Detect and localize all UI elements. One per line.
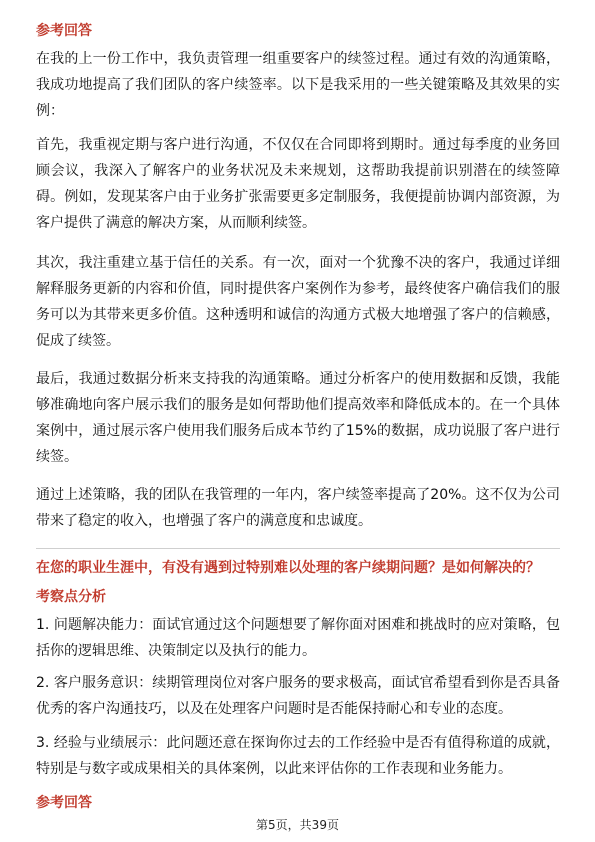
answer-paragraph-intro: 在我的上一份工作中，我负责管理一组重要客户的续签过程。通过有效的沟通策略，我成功地提高了我们团队的客户续签率。以下是我采用的一些关键策略及其效果的实例：	[36, 51, 560, 119]
answer-paragraph-first: 首先，我重视定期与客户进行沟通，不仅仅在合同即将到期时。通过每季度的业务回顾会议，我深入了解客户的业务状况及未来规划，这帮助我提前识别潜在的续签障碍。例如，发现某客户由于业务扩张需要更多定制服务，我便提前协调内部资源，为客户提供了满意的解决方案，从而顺利续签。	[36, 137, 560, 231]
reference-answer-heading-2: 参考回答	[36, 795, 92, 811]
section-divider	[36, 548, 560, 549]
answer-paragraph-second: 其次，我注重建立基于信任的关系。有一次，面对一个犹豫不决的客户，我通过详细解释服务更新的内容和价值，同时提供客户案例作为参考，最终使客户确信我们的服务可以为其带来更多价值。这种透明和诚信的沟通方式极大地增强了客户的信赖感，促成了续签。	[36, 255, 560, 349]
analysis-heading: 考察点分析	[36, 589, 106, 605]
page-number: 第5页，共39页	[256, 818, 339, 832]
analysis-item-3: 3. 经验与业绩展示：此问题还意在探询你过去的工作经验中是否有值得称道的成就，特别是与数字或成果相关的具体案例，以此来评估你的工作表现和业务能力。	[36, 735, 560, 777]
interview-question: 在您的职业生涯中，有没有遇到过特别难以处理的客户续期问题？是如何解决的？	[36, 560, 540, 576]
answer-paragraph-summary: 通过上述策略，我的团队在我管理的一年内，客户续签率提高了20%。这不仅为公司带来了稳定的收入，也增强了客户的满意度和忠诚度。	[36, 487, 560, 529]
answer-paragraph-third: 最后，我通过数据分析来支持我的沟通策略。通过分析客户的使用数据和反馈，我能够准确地向客户展示我们的服务是如何帮助他们提高效率和降低成本的。在一个具体案例中，通过展示客户使用我们服务后成本节约了15%的数据，成功说服了客户进行续签。	[36, 371, 560, 465]
analysis-item-1: 1. 问题解决能力：面试官通过这个问题想要了解你面对困难和挑战时的应对策略，包括你的逻辑思维、决策制定以及执行的能力。	[36, 617, 560, 659]
analysis-item-2: 2. 客户服务意识：续期管理岗位对客户服务的要求极高，面试官希望看到你是否具备优秀的客户沟通技巧，以及在处理客户问题时是否能保持耐心和专业的态度。	[36, 675, 560, 717]
reference-answer-heading: 参考回答	[36, 23, 92, 39]
